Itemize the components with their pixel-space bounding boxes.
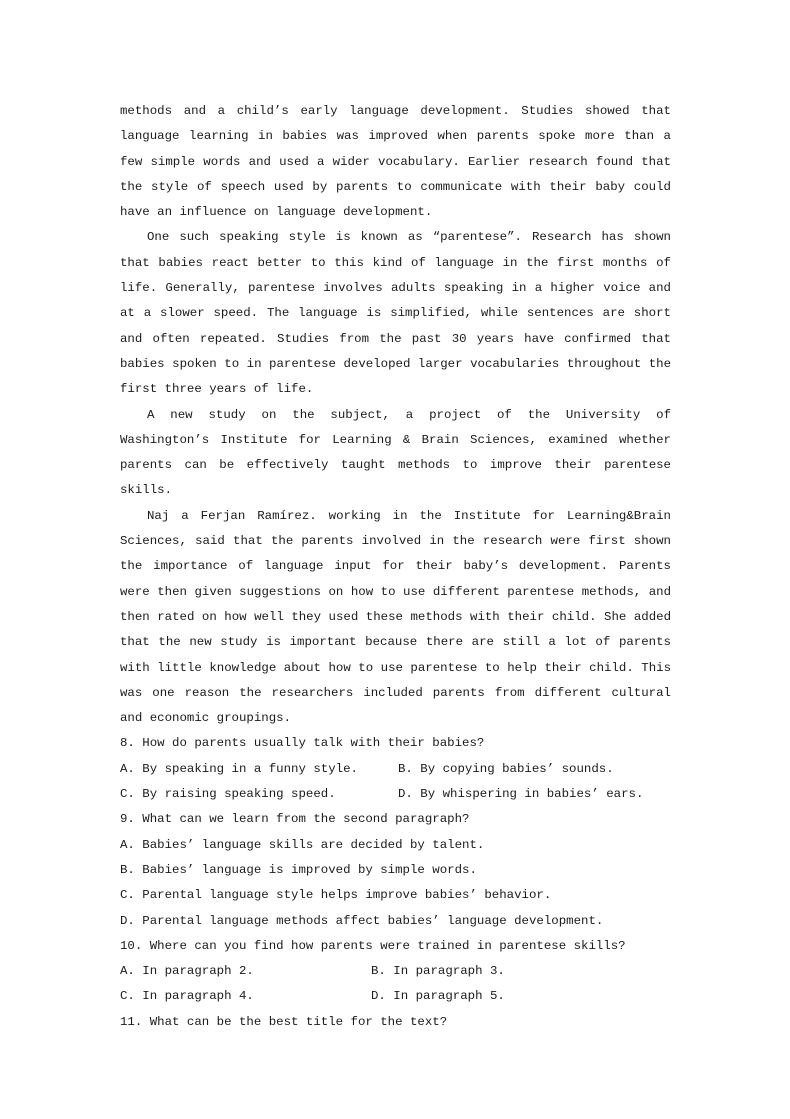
question-8-option-d: D. By whispering in babies’ ears.: [398, 787, 644, 802]
question-10-option-d: D. In paragraph 5.: [371, 989, 505, 1004]
question-8-option-a: A. By speaking in a funny style.: [120, 761, 358, 776]
question-9-option-a: A. Babies’ language skills are decided by talent.: [120, 837, 485, 852]
question-11: [120, 1010, 671, 1035]
question-10-options-row-2: [120, 984, 671, 1009]
question-8-options-row-2: [120, 782, 671, 807]
passage-paragraph-3: A new study on the subject, a project of the University of Washington’s Institute for Learning & Brain Sciences, examined whether parents can be effectively taught methods to improve their parentese skills.: [120, 407, 671, 498]
question-9-stem: 9. What can we learn from the second paragraph?: [120, 812, 470, 827]
question-10: [120, 934, 671, 1010]
question-10-stem: 10. Where can you find how parents were trained in parentese skills?: [120, 938, 626, 953]
question-9: [120, 807, 671, 933]
question-8-options-row-1: [120, 757, 671, 782]
question-9-option-d: D. Parental language methods affect babies’ language development.: [120, 913, 604, 928]
question-10-options-row-1: [120, 959, 671, 984]
question-10-option-a: A. In paragraph 2.: [120, 964, 254, 979]
question-9-option-c: C. Parental language style helps improve babies’ behavior.: [120, 888, 552, 903]
question-10-option-b: B. In paragraph 3.: [371, 964, 505, 979]
passage-paragraph-2: One such speaking style is known as “parentese”. Research has shown that babies react better to this kind of language in the first months of life. Generally, parentese involves adults speaking in a higher voice and at a slower speed. The language is simplified, while sentences are short and often repeated. Studies from the past 30 years have confirmed that babies spoken to in parentese developed larger vocabularies throughout the first three years of life.: [120, 230, 671, 397]
passage-paragraph-4: Naj a Ferjan Ramírez. working in the Institute for Learning&Brain Sciences, said that the parents involved in the research were first shown the importance of language input for their baby’s development. Parents were then given suggestions on how to use different parentese methods, and then rated on how well they used these methods with their child. She added that the new study is important because there are still a lot of parents with little knowledge about how to use parentese to help their child. This was one reason the researchers included parents from different cultural and economic groupings.: [120, 508, 671, 726]
passage-paragraph-1: methods and a child’s early language development. Studies showed that language learning in babies was improved when parents spoke more than a few simple words and used a wider vocabulary. Earlier research found that the style of speech used by parents to communicate with their baby could have an influence on language development.: [120, 104, 671, 220]
question-8-stem: 8. How do parents usually talk with their babies?: [120, 736, 485, 751]
question-11-stem: 11. What can be the best title for the text?: [120, 1014, 448, 1029]
question-8: [120, 731, 671, 807]
question-8-option-b: B. By copying babies’ sounds.: [398, 761, 614, 776]
question-9-option-b: B. Babies’ language is improved by simple words.: [120, 862, 477, 877]
question-10-option-c: C. In paragraph 4.: [120, 989, 254, 1004]
question-8-option-c: C. By raising speaking speed.: [120, 787, 336, 802]
document-page: [120, 99, 671, 1035]
